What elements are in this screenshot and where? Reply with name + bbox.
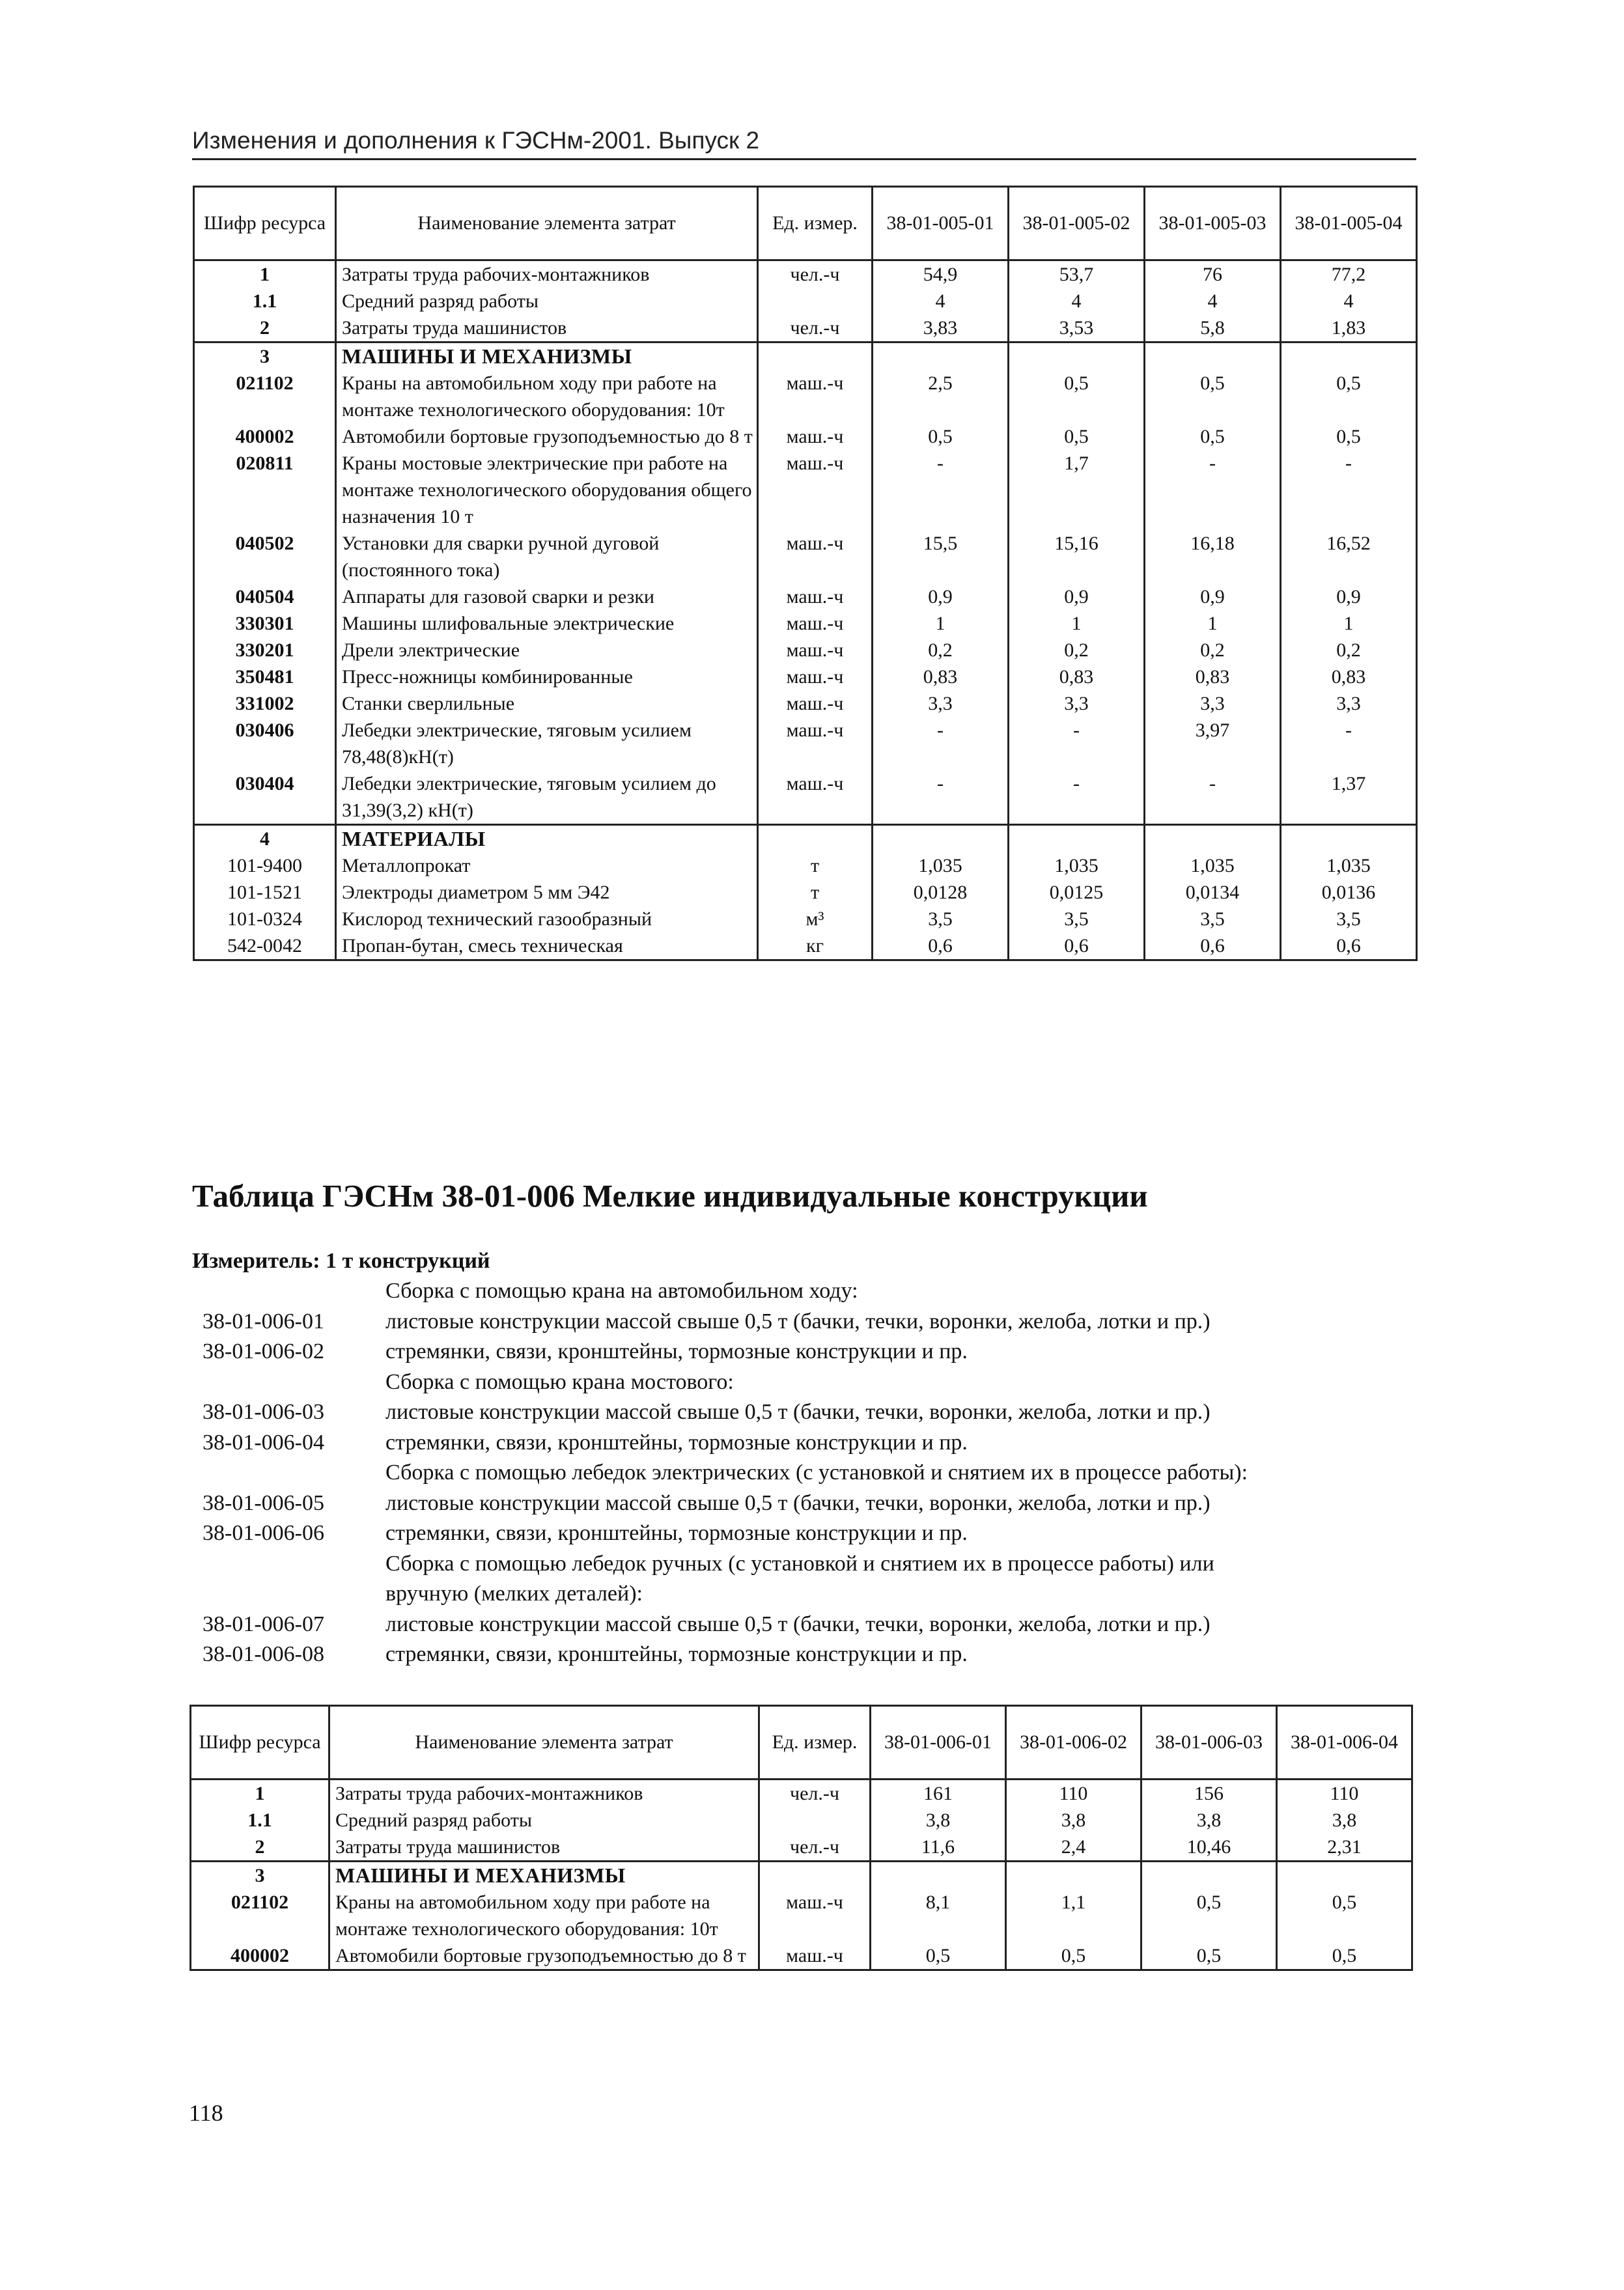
operation-code: 38-01-006-06 [203,1521,324,1545]
resource-name: Краны мостовые электрические при работе на монтаже технологического оборудования общего назначения 10 т [336,450,758,530]
resource-unit: чел.-ч [758,314,873,342]
header-rule [192,158,1416,160]
resource-name: МАШИНЫ И МЕХАНИЗМЫ [329,1862,759,1890]
rate-value: 110 [1006,1780,1141,1808]
operation-item [192,1428,1429,1459]
rate-value: 2,4 [1006,1834,1141,1862]
rate-value: 0,6 [1281,932,1417,960]
rate-value: 3,3 [1009,690,1145,717]
rate-value: - [1281,717,1417,770]
rate-value: - [1145,450,1281,530]
col-header-rate: 38-01-006-02 [1006,1706,1141,1780]
rate-value: 1,035 [1281,852,1417,879]
rate-value: 161 [871,1780,1006,1808]
operation-item [192,1549,1429,1580]
resource-code: 2 [191,1834,329,1862]
rate-value: 0,5 [1141,1889,1277,1942]
rate-value: 11,6 [871,1834,1006,1862]
rate-value: 3,5 [1009,906,1145,932]
operation-text: листовые конструкции массой свыше 0,5 т (бачки, течки, воронки, желоба, лотки и пр.) [385,1490,1211,1515]
table-row [194,770,1417,825]
table-row [194,260,1417,288]
resource-unit: маш.-ч [758,610,873,637]
rate-value: 10,46 [1141,1834,1277,1862]
resource-name: Машины шлифовальные электрические [336,610,758,637]
operation-item [192,1518,1429,1549]
operation-text: вручную (мелких деталей): [385,1582,643,1606]
resource-unit: чел.-ч [759,1834,871,1862]
resource-code: 101-0324 [194,906,336,932]
resource-unit: м³ [758,906,873,932]
rate-value: 3,5 [1145,906,1281,932]
rate-value: 0,5 [1009,423,1145,450]
resource-unit: маш.-ч [758,530,873,583]
resource-name: Установки для сварки ручной дуговой (постоянного тока) [336,530,758,583]
resource-name: Средний разряд работы [329,1807,759,1834]
resource-code: 4 [194,825,336,853]
resource-name: МАШИНЫ И МЕХАНИЗМЫ [336,342,758,370]
resource-code: 400002 [194,423,336,450]
rate-value: 0,9 [1281,583,1417,610]
table-row [194,370,1417,423]
resource-name: Станки сверлильные [336,690,758,717]
table-row [194,314,1417,342]
rate-value: 0,5 [1281,370,1417,423]
operation-item [192,1488,1429,1519]
table-row [194,906,1417,932]
operation-item [192,1276,1429,1307]
operation-text: стремянки, связи, кронштейны, тормозные конструкции и пр. [385,1339,968,1363]
resource-unit: маш.-ч [758,663,873,690]
resource-code: 330201 [194,637,336,663]
operation-text: листовые конструкции массой свыше 0,5 т (бачки, течки, воронки, желоба, лотки и пр.) [385,1309,1211,1334]
rate-value: 0,0125 [1009,879,1145,906]
rate-value: 1,7 [1009,450,1145,530]
rate-value: 1 [873,610,1009,637]
rate-value [873,825,1009,853]
rate-value: 1,1 [1006,1889,1141,1942]
resource-unit [759,1807,871,1834]
rate-value: - [1145,770,1281,825]
rate-value: 0,5 [1281,423,1417,450]
table-row [194,423,1417,450]
rate-value [1281,342,1417,370]
running-header: Изменения и дополнения к ГЭСНм-2001. Выпуск 2 [192,127,760,154]
rate-value: 0,5 [1009,370,1145,423]
table-row [194,852,1417,879]
rate-value: 3,3 [1145,690,1281,717]
resource-name: Дрели электрические [336,637,758,663]
resource-code: 400002 [191,1942,329,1970]
rate-value: 0,5 [1145,423,1281,450]
col-header-rate: 38-01-006-01 [871,1706,1006,1780]
operations-list [192,1276,1429,1670]
resource-name: Автомобили бортовые грузоподъемностью до 8 т [329,1942,759,1970]
resource-unit: чел.-ч [759,1780,871,1808]
operation-item [192,1610,1429,1640]
col-header-unit: Ед. измер. [758,187,873,260]
rate-value: 1 [1009,610,1145,637]
rate-value: 0,2 [873,637,1009,663]
col-header-rate: 38-01-006-04 [1277,1706,1412,1780]
operation-code: 38-01-006-07 [203,1612,324,1636]
rate-value: 4 [873,288,1009,314]
table-row [194,690,1417,717]
table-row [194,825,1417,853]
rate-value: 0,5 [873,423,1009,450]
table-row [191,1942,1412,1970]
rate-value: - [873,717,1009,770]
rate-value: 0,6 [1145,932,1281,960]
page-number: 118 [189,2100,223,2126]
rate-value: 0,5 [1141,1942,1277,1970]
rate-value: 0,5 [1145,370,1281,423]
resource-code: 2 [194,314,336,342]
rate-value: 1,37 [1281,770,1417,825]
operation-code: 38-01-006-04 [203,1430,324,1455]
resource-name: Электроды диаметром 5 мм Э42 [336,879,758,906]
table-row [194,450,1417,530]
col-header-rate: 38-01-005-03 [1145,187,1281,260]
rate-value: 1,035 [873,852,1009,879]
rate-value: - [1009,717,1145,770]
operation-text: Сборка с помощью лебедок ручных (с установкой и снятием их в процессе работы) или [385,1551,1214,1576]
rate-value: 76 [1145,260,1281,288]
rate-value [1009,342,1145,370]
rate-value: 0,9 [1145,583,1281,610]
resource-unit: маш.-ч [758,370,873,423]
table-title: Таблица ГЭСНм 38-01-006 Мелкие индивидуальные конструкции [192,1178,1148,1214]
resource-code: 020811 [194,450,336,530]
table-row [194,932,1417,960]
resource-name: Краны на автомобильном ходу при работе на монтаже технологического оборудования: 10т [329,1889,759,1942]
resource-code: 1.1 [191,1807,329,1834]
rate-value [1277,1862,1412,1890]
resource-code: 331002 [194,690,336,717]
rate-value: 3,53 [1009,314,1145,342]
rate-value [1145,342,1281,370]
rate-value: 16,18 [1145,530,1281,583]
rate-value: 0,5 [1277,1942,1412,1970]
resource-code: 3 [194,342,336,370]
rate-value: 8,1 [871,1889,1006,1942]
resource-name: Затраты труда машинистов [336,314,758,342]
resource-name: Средний разряд работы [336,288,758,314]
resource-code: 021102 [191,1889,329,1942]
col-header-name: Наименование элемента затрат [329,1706,759,1780]
col-header-unit: Ед. измер. [759,1706,871,1780]
rate-value: 1,035 [1145,852,1281,879]
resource-unit [758,288,873,314]
operation-item [192,1640,1429,1670]
rate-value [1006,1862,1141,1890]
resource-unit: маш.-ч [758,583,873,610]
rate-value: 1,83 [1281,314,1417,342]
rate-value: 0,5 [1277,1889,1412,1942]
rate-value: - [1281,450,1417,530]
rate-value: 5,8 [1145,314,1281,342]
rate-value: 3,5 [1281,906,1417,932]
rate-value: - [1009,770,1145,825]
resource-code: 1.1 [194,288,336,314]
resource-name: МАТЕРИАЛЫ [336,825,758,853]
operation-item [192,1367,1429,1398]
resource-unit [759,1862,871,1890]
col-header-rate: 38-01-005-02 [1009,187,1145,260]
rate-value: 0,5 [1006,1942,1141,1970]
rate-value: 16,52 [1281,530,1417,583]
rate-value [1281,825,1417,853]
resource-unit: чел.-ч [758,260,873,288]
rate-value: 3,3 [873,690,1009,717]
table-row [194,663,1417,690]
rate-value [1145,825,1281,853]
rate-value: 3,8 [1006,1807,1141,1834]
resource-name: Лебедки электрические, тяговым усилием до 31,39(3,2) кН(т) [336,770,758,825]
resource-name: Пресс-ножницы комбинированные [336,663,758,690]
resource-name: Краны на автомобильном ходу при работе на монтаже технологического оборудования: 10т [336,370,758,423]
resource-unit: маш.-ч [758,450,873,530]
resource-unit: т [758,852,873,879]
rate-value: 3,97 [1145,717,1281,770]
rate-value: 0,6 [873,932,1009,960]
rate-value: 4 [1009,288,1145,314]
resource-name: Лебедки электрические, тяговым усилием 78,48(8)кН(т) [336,717,758,770]
col-header-code: Шифр ресурса [194,187,336,260]
col-header-name: Наименование элемента затрат [336,187,758,260]
table-row [191,1889,1412,1942]
resource-code: 542-0042 [194,932,336,960]
table-row [191,1862,1412,1890]
resource-code: 3 [191,1862,329,1890]
operation-item [192,1458,1429,1488]
resource-name: Металлопрокат [336,852,758,879]
rate-value: 1,035 [1009,852,1145,879]
resource-unit: маш.-ч [758,770,873,825]
rate-value: 0,0134 [1145,879,1281,906]
rate-value: 4 [1281,288,1417,314]
resource-table-006 [189,1705,1413,1971]
resource-code: 350481 [194,663,336,690]
rate-value: 0,83 [1009,663,1145,690]
rate-value: 156 [1141,1780,1277,1808]
rate-value: 15,16 [1009,530,1145,583]
table-row [191,1834,1412,1862]
resource-name: Затраты труда машинистов [329,1834,759,1862]
resource-code: 021102 [194,370,336,423]
table-row [191,1807,1412,1834]
resource-name: Пропан-бутан, смесь техническая [336,932,758,960]
table-row [191,1780,1412,1808]
operation-text: стремянки, связи, кронштейны, тормозные конструкции и пр. [385,1430,968,1455]
rate-value: 1 [1145,610,1281,637]
rate-value: 0,2 [1009,637,1145,663]
rate-value: 2,31 [1277,1834,1412,1862]
rate-value: 2,5 [873,370,1009,423]
rate-value: 53,7 [1009,260,1145,288]
rate-value: 0,0128 [873,879,1009,906]
rate-value: 4 [1145,288,1281,314]
resource-code: 330301 [194,610,336,637]
resource-unit: маш.-ч [758,637,873,663]
rate-value: 1 [1281,610,1417,637]
resource-name: Аппараты для газовой сварки и резки [336,583,758,610]
table-row [194,530,1417,583]
rate-value [873,342,1009,370]
table-row [194,583,1417,610]
rate-value: 0,6 [1009,932,1145,960]
operation-text: Сборка с помощью крана на автомобильном ходу: [385,1279,858,1303]
resource-code: 030404 [194,770,336,825]
rate-value: 0,83 [873,663,1009,690]
rate-value: 0,0136 [1281,879,1417,906]
operation-text: листовые конструкции массой свыше 0,5 т (бачки, течки, воронки, желоба, лотки и пр.) [385,1612,1211,1636]
rate-value: 3,8 [1277,1807,1412,1834]
col-header-code: Шифр ресурса [191,1706,329,1780]
rate-value: 0,9 [1009,583,1145,610]
rate-value: 0,83 [1145,663,1281,690]
operation-text: листовые конструкции массой свыше 0,5 т (бачки, течки, воронки, желоба, лотки и пр.) [385,1400,1211,1424]
table-row [194,610,1417,637]
measure-unit: Измеритель: 1 т конструкций [192,1249,490,1273]
rate-value: 54,9 [873,260,1009,288]
operation-item [192,1579,1429,1610]
table-header-row [191,1706,1412,1780]
rate-value [871,1862,1006,1890]
resource-unit: т [758,879,873,906]
resource-unit: маш.-ч [759,1889,871,1942]
resource-code: 030406 [194,717,336,770]
rate-value: - [873,770,1009,825]
resource-code: 040504 [194,583,336,610]
rate-value: 3,5 [873,906,1009,932]
operation-code: 38-01-006-01 [203,1309,324,1334]
table-row [194,637,1417,663]
table-row [194,717,1417,770]
resource-code: 1 [194,260,336,288]
rate-value: 15,5 [873,530,1009,583]
resource-code: 1 [191,1780,329,1808]
resource-table-005 [193,186,1418,961]
table-row [194,288,1417,314]
resource-code: 101-9400 [194,852,336,879]
rate-value [1009,825,1145,853]
rate-value: 77,2 [1281,260,1417,288]
resource-unit: маш.-ч [758,423,873,450]
resource-unit: маш.-ч [758,690,873,717]
operation-code: 38-01-006-08 [203,1642,324,1666]
rate-value: - [873,450,1009,530]
resource-code: 040502 [194,530,336,583]
resource-name: Автомобили бортовые грузоподъемностью до 8 т [336,423,758,450]
rate-value: 3,8 [871,1807,1006,1834]
col-header-rate: 38-01-005-04 [1281,187,1417,260]
resource-unit [758,342,873,370]
operation-item [192,1397,1429,1428]
table-row [194,879,1417,906]
operation-text: Сборка с помощью лебедок электрических (с установкой и снятием их в процессе работы): [385,1460,1248,1485]
rate-value: 0,9 [873,583,1009,610]
operation-code: 38-01-006-02 [203,1339,324,1363]
operation-text: стремянки, связи, кронштейны, тормозные конструкции и пр. [385,1521,968,1545]
operation-text: стремянки, связи, кронштейны, тормозные конструкции и пр. [385,1642,968,1666]
col-header-rate: 38-01-005-01 [873,187,1009,260]
table-body [194,260,1417,960]
rate-value: 110 [1277,1780,1412,1808]
operation-code: 38-01-006-05 [203,1490,324,1515]
resource-unit [758,825,873,853]
operation-item [192,1337,1429,1367]
operation-item [192,1307,1429,1337]
table-row [194,342,1417,370]
resource-name: Затраты труда рабочих-монтажников [329,1780,759,1808]
resource-name: Затраты труда рабочих-монтажников [336,260,758,288]
rate-value: 0,83 [1281,663,1417,690]
table-body [191,1780,1412,1970]
rate-value [1141,1862,1277,1890]
resource-unit: маш.-ч [759,1942,871,1970]
resource-code: 101-1521 [194,879,336,906]
resource-name: Кислород технический газообразный [336,906,758,932]
rate-value: 0,2 [1281,637,1417,663]
operation-code: 38-01-006-03 [203,1400,324,1424]
rate-value: 3,83 [873,314,1009,342]
rate-value: 3,8 [1141,1807,1277,1834]
rate-value: 0,2 [1145,637,1281,663]
rate-value: 0,5 [871,1942,1006,1970]
rate-value: 3,3 [1281,690,1417,717]
table-header-row [194,187,1417,260]
resource-unit: маш.-ч [758,717,873,770]
col-header-rate: 38-01-006-03 [1141,1706,1277,1780]
operation-text: Сборка с помощью крана мостового: [385,1369,734,1394]
resource-unit: кг [758,932,873,960]
